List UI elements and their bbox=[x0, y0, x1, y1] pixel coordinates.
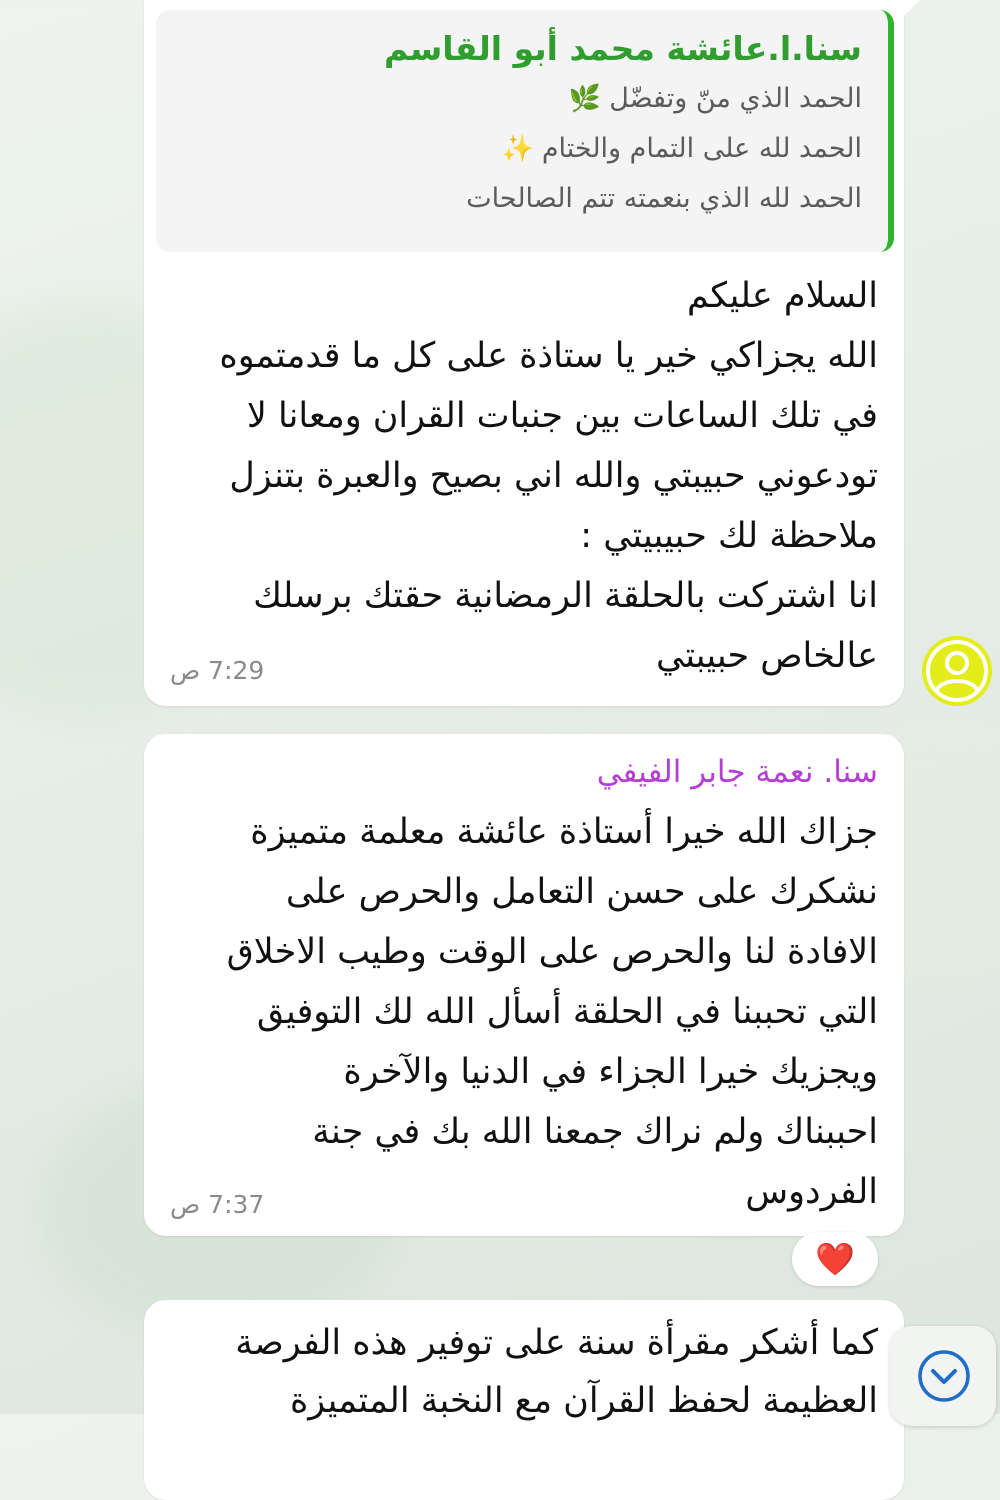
message-line: ويجزيك خيرا الجزاء في الدنيا والآخرة bbox=[343, 1052, 878, 1092]
message-text bbox=[235, 1314, 878, 1430]
message-line: الافادة لنا والحرص على الوقت وطيب الاخلاق bbox=[226, 932, 878, 972]
message-line: نشكرك على حسن التعامل والحرص على bbox=[285, 872, 878, 912]
message-text bbox=[227, 802, 878, 1222]
message-bubble-incoming[interactable] bbox=[144, 0, 904, 706]
message-text bbox=[219, 266, 878, 686]
message-line: الله يجزاكي خير يا ستاذة على كل ما قدمتموه bbox=[219, 336, 878, 376]
heart-icon: ❤️ bbox=[815, 1240, 855, 1278]
message-line: التي تحببنا في الحلقة أسأل الله لك التوفيق bbox=[256, 992, 878, 1032]
message-line: جزاك الله خيرا أستاذة عائشة معلمة متميزة bbox=[250, 812, 878, 852]
quoted-message[interactable] bbox=[156, 10, 894, 252]
message-timestamp: 7:37 ص bbox=[170, 1190, 265, 1219]
leaf-emoji-icon: 🌿 bbox=[568, 84, 602, 114]
message-bubble-incoming[interactable] bbox=[144, 734, 904, 1236]
quoted-message-line: الحمد لله الذي بنعمته تتم الصالحات bbox=[466, 183, 862, 214]
message-line: كما أشكر مقرأة سنة على توفير هذه الفرصة bbox=[235, 1323, 878, 1363]
scroll-to-bottom-button[interactable] bbox=[890, 1326, 996, 1426]
person-icon bbox=[922, 636, 992, 706]
quoted-message-line: الحمد لله على التمام والختام✨ bbox=[176, 124, 862, 174]
message-line: تودعوني حبيبتي والله اني بصيح والعبرة بتنزل bbox=[229, 456, 878, 496]
sparkles-emoji-icon: ✨ bbox=[501, 134, 534, 164]
message-line: الفردوس bbox=[745, 1172, 878, 1212]
avatar[interactable] bbox=[922, 636, 992, 706]
sender-name[interactable]: سنا. نعمة جابر الفيفي bbox=[596, 754, 878, 790]
quoted-message-line: الحمد الذي منّ وتفضّل🌿 bbox=[176, 74, 862, 124]
message-line: عالخاص حبيبتي bbox=[656, 636, 878, 676]
message-line: احببناك ولم نراك جمعنا الله بك في جنة bbox=[312, 1112, 878, 1152]
message-line: العظيمة لحفظ القرآن مع النخبة المتميزة bbox=[289, 1381, 878, 1421]
heart-reaction[interactable] bbox=[792, 1232, 878, 1286]
chevron-down-icon bbox=[916, 1348, 972, 1404]
message-line: انا اشتركت بالحلقة الرمضانية حقتك برسلك bbox=[253, 576, 878, 616]
message-line: ملاحظة لك حبيبيتي : bbox=[580, 516, 878, 556]
message-timestamp: 7:29 ص bbox=[170, 656, 265, 685]
message-line: السلام عليكم bbox=[687, 276, 878, 316]
message-bubble-incoming[interactable] bbox=[144, 1300, 904, 1500]
bubble-tail bbox=[902, 0, 920, 18]
quoted-message-author: سنا.ا.عائشة محمد أبو القاسم bbox=[383, 29, 862, 68]
message-line: في تلك الساعات بين جنبات القران ومعانا لا bbox=[246, 396, 878, 436]
